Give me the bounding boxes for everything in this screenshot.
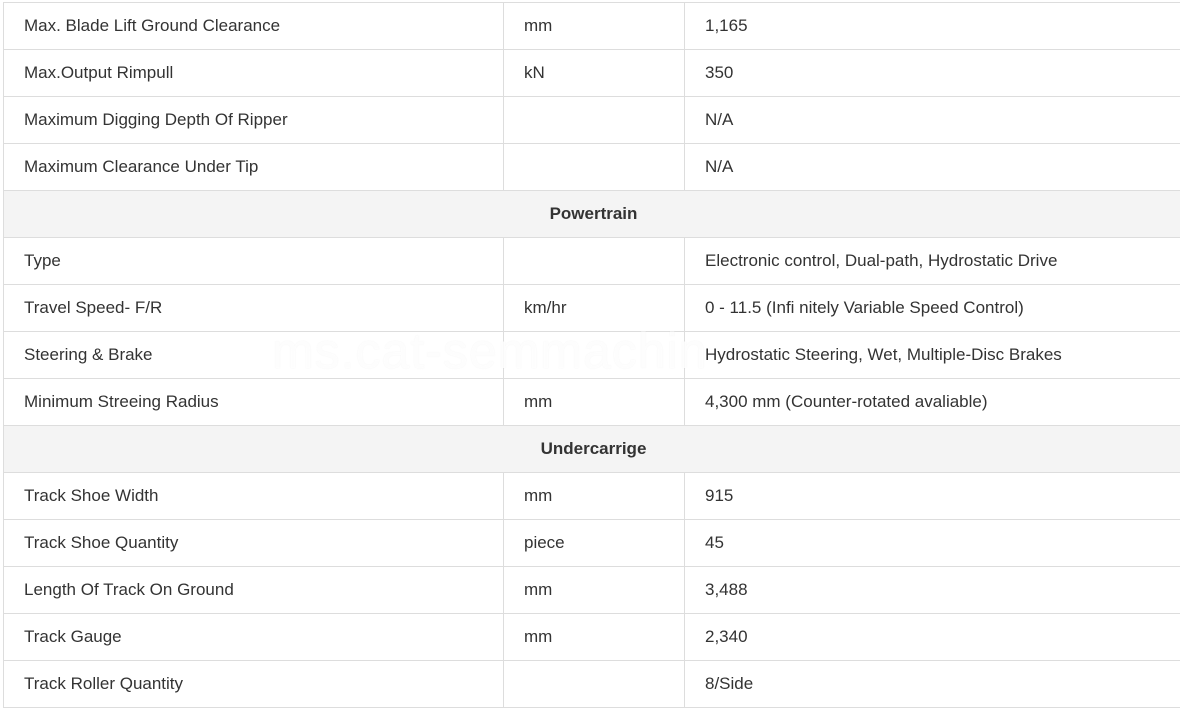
section-header-powertrain bbox=[4, 191, 1180, 238]
spec-value: 4,300 mm (Counter-rotated avaliable) bbox=[685, 379, 1180, 426]
spec-label: Length Of Track On Ground bbox=[4, 567, 504, 614]
spec-value: Electronic control, Dual-path, Hydrostatic Drive bbox=[685, 238, 1180, 285]
section-title: Undercarrige bbox=[4, 426, 1180, 473]
spec-unit: mm bbox=[504, 473, 685, 520]
table-row bbox=[4, 238, 1180, 285]
table-row bbox=[4, 614, 1180, 661]
table-row bbox=[4, 3, 1180, 50]
spec-value: 1,165 bbox=[685, 3, 1180, 50]
spec-unit bbox=[504, 238, 685, 285]
spec-unit: mm bbox=[504, 379, 685, 426]
spec-label: Maximum Digging Depth Of Ripper bbox=[4, 97, 504, 144]
spec-value: 45 bbox=[685, 520, 1180, 567]
spec-unit bbox=[504, 97, 685, 144]
table-row bbox=[4, 50, 1180, 97]
spec-value: 3,488 bbox=[685, 567, 1180, 614]
spec-unit: kN bbox=[504, 50, 685, 97]
spec-value: Hydrostatic Steering, Wet, Multiple-Disc Brakes bbox=[685, 332, 1180, 379]
section-header-undercarriage bbox=[4, 426, 1180, 473]
spec-value: N/A bbox=[685, 144, 1180, 191]
spec-label: Steering & Brake bbox=[4, 332, 504, 379]
section-title: Powertrain bbox=[4, 191, 1180, 238]
table-row bbox=[4, 144, 1180, 191]
spec-label: Track Roller Quantity bbox=[4, 661, 504, 708]
watermark-text: ms.cat-semmachin bbox=[272, 322, 708, 380]
spec-value: 2,340 bbox=[685, 614, 1180, 661]
spec-value: N/A bbox=[685, 97, 1180, 144]
spec-unit: piece bbox=[504, 520, 685, 567]
spec-unit: km/hr bbox=[504, 285, 685, 332]
spec-value: 0 - 11.5 (Infi nitely Variable Speed Control) bbox=[685, 285, 1180, 332]
spec-unit bbox=[504, 332, 685, 379]
spec-table bbox=[3, 2, 1180, 708]
spec-unit: mm bbox=[504, 614, 685, 661]
table-row bbox=[4, 661, 1180, 708]
spec-label: Track Shoe Width bbox=[4, 473, 504, 520]
spec-label: Type bbox=[4, 238, 504, 285]
table-row bbox=[4, 567, 1180, 614]
table-row bbox=[4, 520, 1180, 567]
table-row bbox=[4, 285, 1180, 332]
spec-label: Max.Output Rimpull bbox=[4, 50, 504, 97]
spec-label: Max. Blade Lift Ground Clearance bbox=[4, 3, 504, 50]
spec-unit bbox=[504, 144, 685, 191]
table-row bbox=[4, 473, 1180, 520]
spec-label: Maximum Clearance Under Tip bbox=[4, 144, 504, 191]
spec-label: Track Gauge bbox=[4, 614, 504, 661]
table-row bbox=[4, 332, 1180, 379]
table-row bbox=[4, 97, 1180, 144]
spec-label: Travel Speed- F/R bbox=[4, 285, 504, 332]
table-row bbox=[4, 379, 1180, 426]
spec-label: Minimum Streeing Radius bbox=[4, 379, 504, 426]
spec-label: Track Shoe Quantity bbox=[4, 520, 504, 567]
spec-unit: mm bbox=[504, 3, 685, 50]
spec-value: 915 bbox=[685, 473, 1180, 520]
spec-value: 350 bbox=[685, 50, 1180, 97]
spec-unit: mm bbox=[504, 567, 685, 614]
spec-unit bbox=[504, 661, 685, 708]
spec-value: 8/Side bbox=[685, 661, 1180, 708]
